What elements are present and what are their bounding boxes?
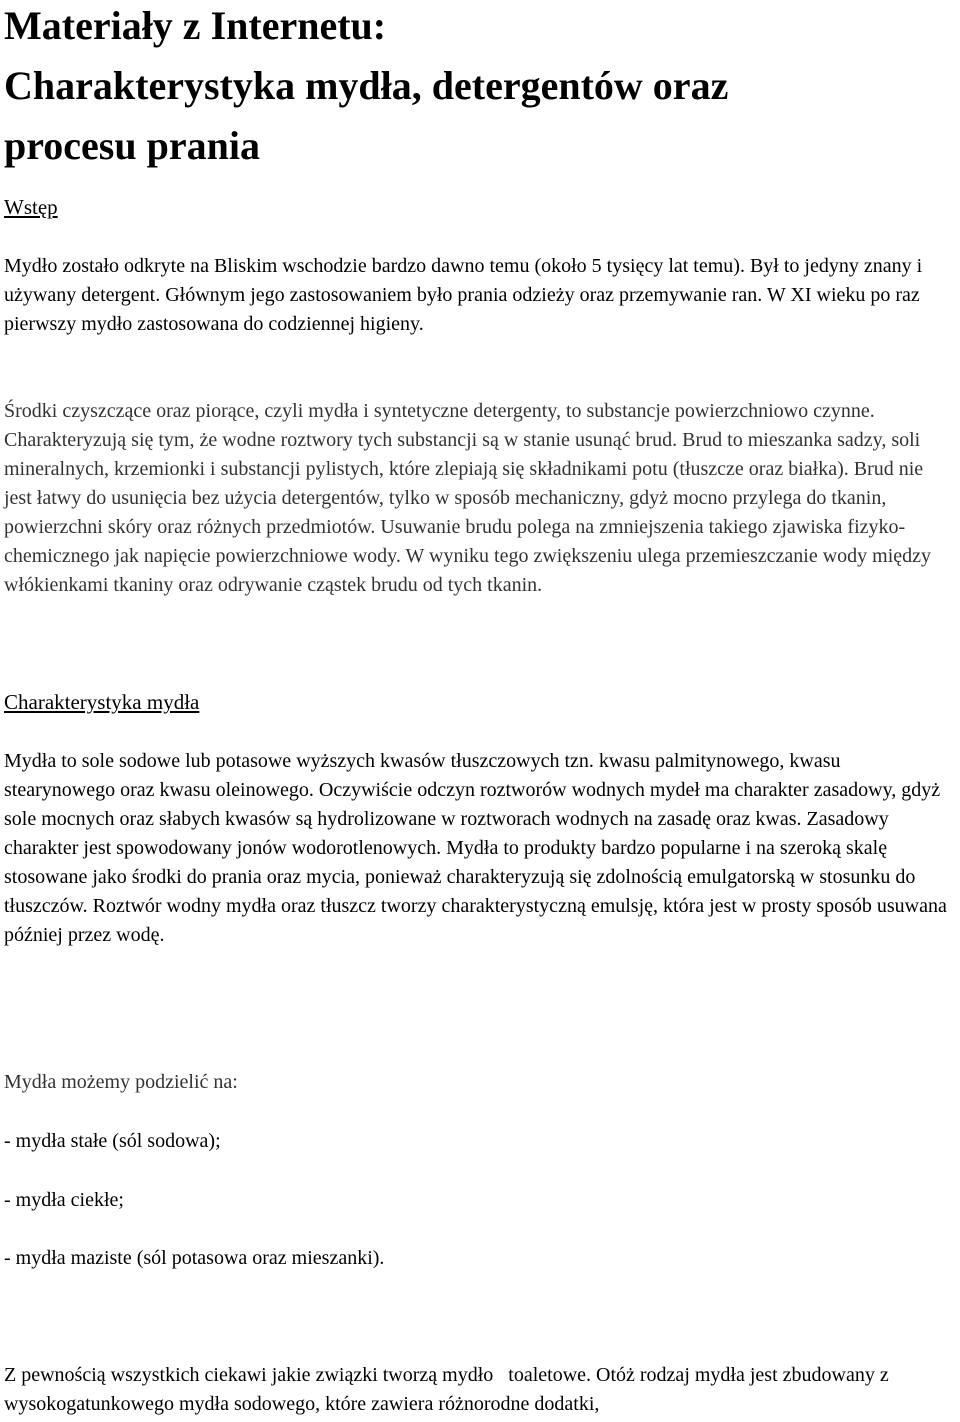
paragraph-divide: Mydła możemy podzielić na: — [4, 1071, 238, 1093]
paragraph-toilet-soap: Z pewnością wszystkich ciekawi jakie związki tworzą mydło toaletowe. Otóż rodzaj mydła jest zbudowany z wysokogatunkowego mydła sodowego, które zawiera różnorodne dodatki, — [4, 1364, 894, 1415]
paragraph-soap: Mydła to sole sodowe lub potasowe wyższych kwasów tłuszczowych tzn. kwasu palmitynowego, kwasu stearynowego oraz kwasu oleinowego. Oczywiście odczyn roztworów wodnych mydeł ma charakter zasadowy, gdyż sole mocnych oraz słabych kwasów są hydrolizowane w roztworach wodnych na zasadę oraz kwas. Zasadowy charakter jest spowodowany jonów wodorotlenowych. Mydła to produkty bardzo popularne i na szeroką skalę stosowane jako środki do prania oraz mycia, ponieważ charakteryzują się zdolnością emulgatorską w stosunku do tłuszczów. Roztwór wodny mydła oraz tłuszcz tworzy charakterystyczną emulsję, która jest w prosty sposób usuwana później przez wodę. — [4, 750, 947, 946]
list-item-liquid: - mydła ciekłe; — [4, 1189, 124, 1211]
paragraph-detergents: Środki czyszczące oraz piorące, czyli mydła i syntetyczne detergenty, to substancje powierzchniowo czynne. Charakteryzują się tym, że wodne roztwory tych substancji są w stanie usunąć brud. Brud to mieszanka sadzy, soli mineralnych, krzemionki i substancji pylistych, które zlepiają się składnikami potu (tłuszcze oraz białka). Brud nie jest łatwy do usunięcia bez użycia detergentów, tylko w sposób mechaniczny, gdyż mocno przylega do tkanin, powierzchni skóry oraz różnych przedmiotów. Usuwanie brudu polega na zmniejszenia takiego zjawiska fizyko-chemicznego jak napięcie powierzchniowe wody. W wyniku tego zwiększeniu ulega przemieszczanie wody między włókienkami tkaniny oraz odrywanie cząstek brudu od tych tkanin. — [4, 400, 932, 596]
title-line-1: Materiały z Internetu: — [4, 3, 387, 48]
document-title — [4, 0, 954, 176]
title-line-3: procesu prania — [4, 123, 260, 168]
section-heading-soap: Charakterystyka mydła — [4, 690, 200, 714]
list-item-solid: - mydła stałe (sól sodowa); — [4, 1130, 221, 1152]
paragraph-intro: Mydło zostało odkryte na Bliskim wschodzie bardzo dawno temu (około 5 tysięcy lat temu). Był to jedyny znany i używany detergent. Głównym jego zastosowaniem było prania odzieży oraz przemywanie ran. W XI wieku po raz pierwszy mydło zastosowana do codziennej higieny. — [4, 255, 923, 335]
section-heading-intro: Wstęp — [4, 195, 58, 219]
list-item-paste: - mydła maziste (sól potasowa oraz mieszanki). — [4, 1247, 385, 1269]
title-line-2: Charakterystyka mydła, detergentów oraz — [4, 63, 729, 108]
